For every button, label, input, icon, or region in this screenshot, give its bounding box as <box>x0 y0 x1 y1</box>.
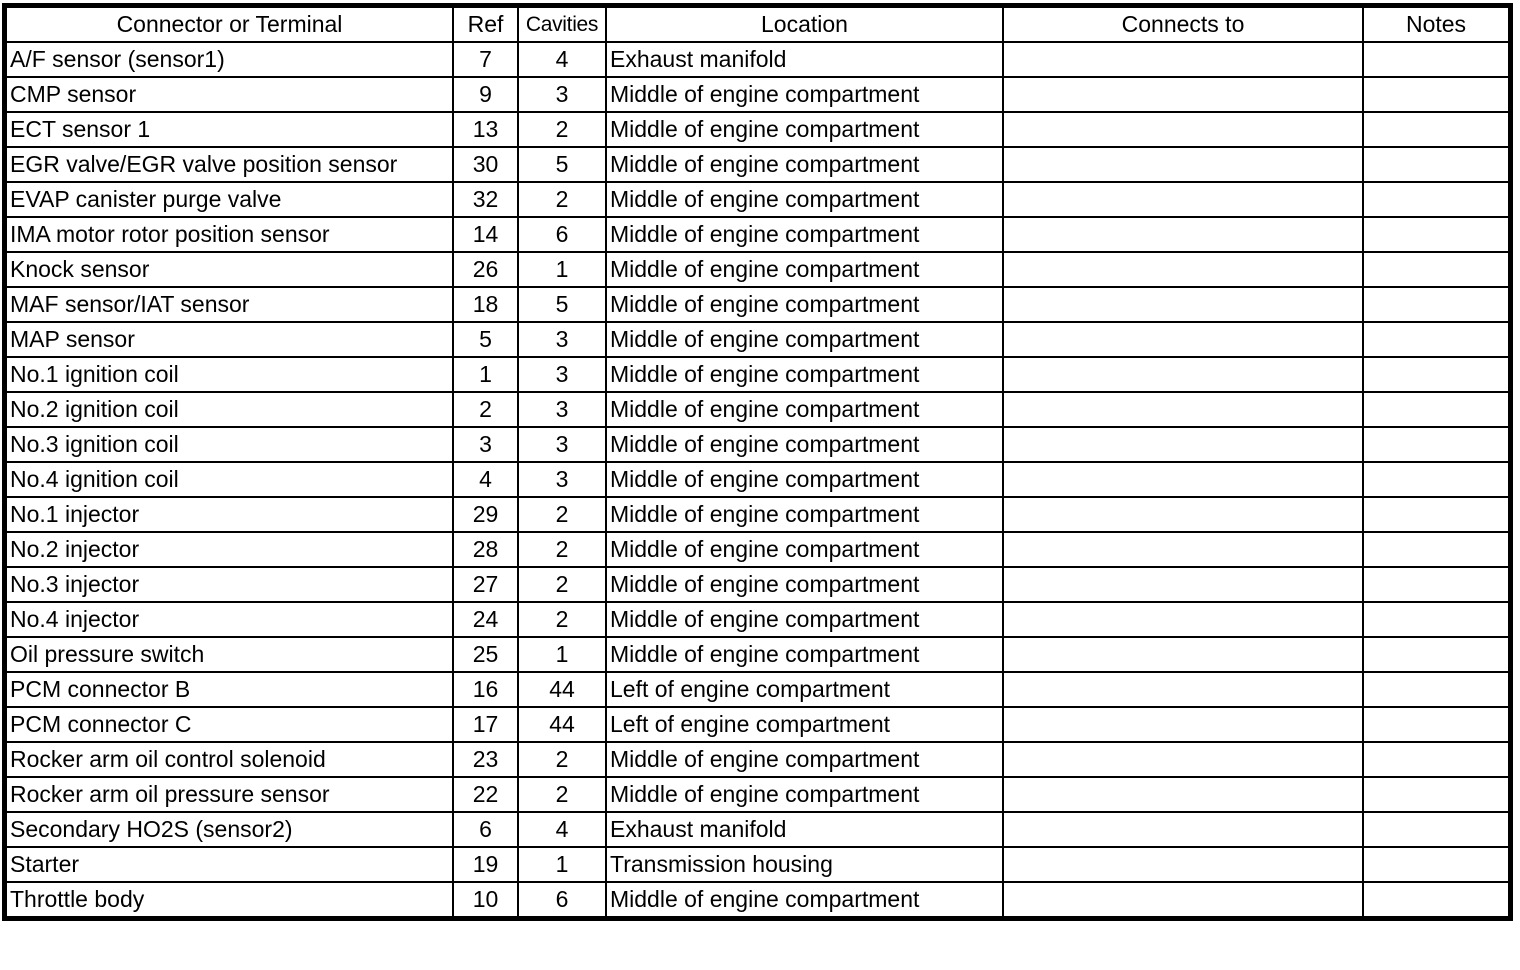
table-body <box>6 42 1509 917</box>
cell-connects-to <box>1003 847 1363 882</box>
cell-notes <box>1363 637 1509 672</box>
cell-connects-to <box>1003 182 1363 217</box>
cell-cavities: 3 <box>518 427 606 462</box>
header-connects-to: Connects to <box>1003 7 1363 42</box>
table-row <box>6 742 1509 777</box>
cell-notes <box>1363 287 1509 322</box>
cell-location: Middle of engine compartment <box>606 322 1003 357</box>
cell-notes <box>1363 427 1509 462</box>
cell-connector: Starter <box>6 847 453 882</box>
cell-ref: 16 <box>453 672 518 707</box>
cell-location: Middle of engine compartment <box>606 252 1003 287</box>
cell-notes <box>1363 147 1509 182</box>
table-row <box>6 392 1509 427</box>
table-row <box>6 77 1509 112</box>
cell-cavities: 2 <box>518 602 606 637</box>
cell-ref: 1 <box>453 357 518 392</box>
header-ref: Ref <box>453 7 518 42</box>
cell-connects-to <box>1003 427 1363 462</box>
table-row <box>6 462 1509 497</box>
cell-connector: EGR valve/EGR valve position sensor <box>6 147 453 182</box>
cell-connects-to <box>1003 322 1363 357</box>
cell-ref: 17 <box>453 707 518 742</box>
table-row <box>6 637 1509 672</box>
cell-cavities: 3 <box>518 462 606 497</box>
cell-location: Middle of engine compartment <box>606 462 1003 497</box>
cell-ref: 27 <box>453 567 518 602</box>
cell-cavities: 5 <box>518 287 606 322</box>
cell-notes <box>1363 462 1509 497</box>
cell-cavities: 2 <box>518 777 606 812</box>
cell-ref: 26 <box>453 252 518 287</box>
cell-connector: Secondary HO2S (sensor2) <box>6 812 453 847</box>
cell-ref: 13 <box>453 112 518 147</box>
cell-notes <box>1363 532 1509 567</box>
cell-location: Middle of engine compartment <box>606 392 1003 427</box>
cell-cavities: 44 <box>518 672 606 707</box>
cell-cavities: 3 <box>518 357 606 392</box>
cell-connector: PCM connector C <box>6 707 453 742</box>
cell-cavities: 2 <box>518 742 606 777</box>
cell-notes <box>1363 847 1509 882</box>
cell-ref: 4 <box>453 462 518 497</box>
cell-notes <box>1363 77 1509 112</box>
cell-cavities: 1 <box>518 637 606 672</box>
cell-connects-to <box>1003 392 1363 427</box>
table-row <box>6 112 1509 147</box>
cell-connector: Knock sensor <box>6 252 453 287</box>
cell-location: Middle of engine compartment <box>606 147 1003 182</box>
cell-ref: 24 <box>453 602 518 637</box>
cell-location: Left of engine compartment <box>606 672 1003 707</box>
cell-location: Middle of engine compartment <box>606 217 1003 252</box>
cell-ref: 5 <box>453 322 518 357</box>
table-row <box>6 777 1509 812</box>
cell-location: Middle of engine compartment <box>606 777 1003 812</box>
cell-connector: Rocker arm oil control solenoid <box>6 742 453 777</box>
cell-connector: No.2 injector <box>6 532 453 567</box>
table-row <box>6 287 1509 322</box>
cell-connects-to <box>1003 112 1363 147</box>
cell-ref: 7 <box>453 42 518 77</box>
cell-connector: A/F sensor (sensor1) <box>6 42 453 77</box>
header-row <box>6 7 1509 42</box>
cell-connects-to <box>1003 707 1363 742</box>
cell-connector: No.4 ignition coil <box>6 462 453 497</box>
cell-cavities: 2 <box>518 112 606 147</box>
cell-location: Middle of engine compartment <box>606 742 1003 777</box>
cell-ref: 2 <box>453 392 518 427</box>
cell-notes <box>1363 672 1509 707</box>
cell-cavities: 4 <box>518 812 606 847</box>
header-notes: Notes <box>1363 7 1509 42</box>
cell-notes <box>1363 252 1509 287</box>
table-row <box>6 252 1509 287</box>
table-row <box>6 812 1509 847</box>
cell-cavities: 2 <box>518 532 606 567</box>
cell-connector: No.3 ignition coil <box>6 427 453 462</box>
cell-location: Middle of engine compartment <box>606 567 1003 602</box>
cell-notes <box>1363 392 1509 427</box>
cell-cavities: 3 <box>518 392 606 427</box>
cell-connects-to <box>1003 147 1363 182</box>
cell-connector: PCM connector B <box>6 672 453 707</box>
cell-connects-to <box>1003 742 1363 777</box>
cell-location: Middle of engine compartment <box>606 112 1003 147</box>
cell-ref: 32 <box>453 182 518 217</box>
cell-cavities: 1 <box>518 847 606 882</box>
cell-connects-to <box>1003 497 1363 532</box>
cell-connector: MAF sensor/IAT sensor <box>6 287 453 322</box>
cell-connects-to <box>1003 882 1363 917</box>
cell-ref: 9 <box>453 77 518 112</box>
cell-notes <box>1363 112 1509 147</box>
header-cavities: Cavities <box>518 7 606 42</box>
table-row <box>6 672 1509 707</box>
cell-connector: EVAP canister purge valve <box>6 182 453 217</box>
cell-connects-to <box>1003 462 1363 497</box>
cell-connects-to <box>1003 567 1363 602</box>
cell-cavities: 1 <box>518 252 606 287</box>
cell-connector: CMP sensor <box>6 77 453 112</box>
cell-connector: Throttle body <box>6 882 453 917</box>
cell-location: Middle of engine compartment <box>606 497 1003 532</box>
cell-connects-to <box>1003 77 1363 112</box>
cell-location: Middle of engine compartment <box>606 287 1003 322</box>
cell-location: Middle of engine compartment <box>606 182 1003 217</box>
cell-ref: 22 <box>453 777 518 812</box>
cell-connector: No.1 ignition coil <box>6 357 453 392</box>
cell-location: Middle of engine compartment <box>606 77 1003 112</box>
cell-location: Exhaust manifold <box>606 42 1003 77</box>
cell-connects-to <box>1003 672 1363 707</box>
cell-ref: 30 <box>453 147 518 182</box>
table-row <box>6 357 1509 392</box>
table-row <box>6 567 1509 602</box>
cell-ref: 3 <box>453 427 518 462</box>
cell-notes <box>1363 777 1509 812</box>
cell-location: Left of engine compartment <box>606 707 1003 742</box>
cell-cavities: 4 <box>518 42 606 77</box>
cell-connects-to <box>1003 602 1363 637</box>
table-row <box>6 182 1509 217</box>
cell-notes <box>1363 497 1509 532</box>
cell-location: Middle of engine compartment <box>606 532 1003 567</box>
cell-ref: 23 <box>453 742 518 777</box>
cell-notes <box>1363 707 1509 742</box>
cell-notes <box>1363 182 1509 217</box>
table-row <box>6 497 1509 532</box>
cell-connects-to <box>1003 217 1363 252</box>
cell-ref: 10 <box>453 882 518 917</box>
cell-connector: Oil pressure switch <box>6 637 453 672</box>
cell-cavities: 5 <box>518 147 606 182</box>
table-row <box>6 427 1509 462</box>
table-row <box>6 217 1509 252</box>
cell-connects-to <box>1003 252 1363 287</box>
table-row <box>6 847 1509 882</box>
cell-location: Middle of engine compartment <box>606 637 1003 672</box>
cell-location: Middle of engine compartment <box>606 357 1003 392</box>
cell-connector: IMA motor rotor position sensor <box>6 217 453 252</box>
cell-ref: 6 <box>453 812 518 847</box>
cell-connector: No.4 injector <box>6 602 453 637</box>
cell-notes <box>1363 357 1509 392</box>
table-row <box>6 532 1509 567</box>
cell-connects-to <box>1003 357 1363 392</box>
cell-connector: MAP sensor <box>6 322 453 357</box>
cell-ref: 28 <box>453 532 518 567</box>
cell-cavities: 44 <box>518 707 606 742</box>
cell-location: Middle of engine compartment <box>606 427 1003 462</box>
cell-connector: No.3 injector <box>6 567 453 602</box>
table-row <box>6 882 1509 917</box>
cell-cavities: 2 <box>518 497 606 532</box>
cell-connector: No.2 ignition coil <box>6 392 453 427</box>
table-row <box>6 322 1509 357</box>
cell-connects-to <box>1003 42 1363 77</box>
cell-connects-to <box>1003 637 1363 672</box>
header-connector: Connector or Terminal <box>6 7 453 42</box>
cell-ref: 25 <box>453 637 518 672</box>
cell-location: Exhaust manifold <box>606 812 1003 847</box>
cell-connector: ECT sensor 1 <box>6 112 453 147</box>
cell-location: Middle of engine compartment <box>606 602 1003 637</box>
cell-location: Transmission housing <box>606 847 1003 882</box>
cell-notes <box>1363 742 1509 777</box>
connector-table <box>5 6 1510 918</box>
cell-cavities: 6 <box>518 217 606 252</box>
cell-location: Middle of engine compartment <box>606 882 1003 917</box>
cell-connector: Rocker arm oil pressure sensor <box>6 777 453 812</box>
cell-notes <box>1363 882 1509 917</box>
cell-connects-to <box>1003 287 1363 322</box>
cell-notes <box>1363 567 1509 602</box>
cell-notes <box>1363 812 1509 847</box>
cell-ref: 18 <box>453 287 518 322</box>
table-row <box>6 147 1509 182</box>
table-row <box>6 602 1509 637</box>
cell-cavities: 3 <box>518 77 606 112</box>
cell-ref: 14 <box>453 217 518 252</box>
cell-notes <box>1363 322 1509 357</box>
table-row <box>6 707 1509 742</box>
cell-ref: 19 <box>453 847 518 882</box>
cell-connects-to <box>1003 532 1363 567</box>
cell-cavities: 3 <box>518 322 606 357</box>
cell-cavities: 2 <box>518 182 606 217</box>
cell-connects-to <box>1003 777 1363 812</box>
cell-notes <box>1363 217 1509 252</box>
cell-connector: No.1 injector <box>6 497 453 532</box>
cell-connects-to <box>1003 812 1363 847</box>
table-row <box>6 42 1509 77</box>
cell-cavities: 6 <box>518 882 606 917</box>
cell-ref: 29 <box>453 497 518 532</box>
header-location: Location <box>606 7 1003 42</box>
cell-notes <box>1363 42 1509 77</box>
cell-notes <box>1363 602 1509 637</box>
cell-cavities: 2 <box>518 567 606 602</box>
